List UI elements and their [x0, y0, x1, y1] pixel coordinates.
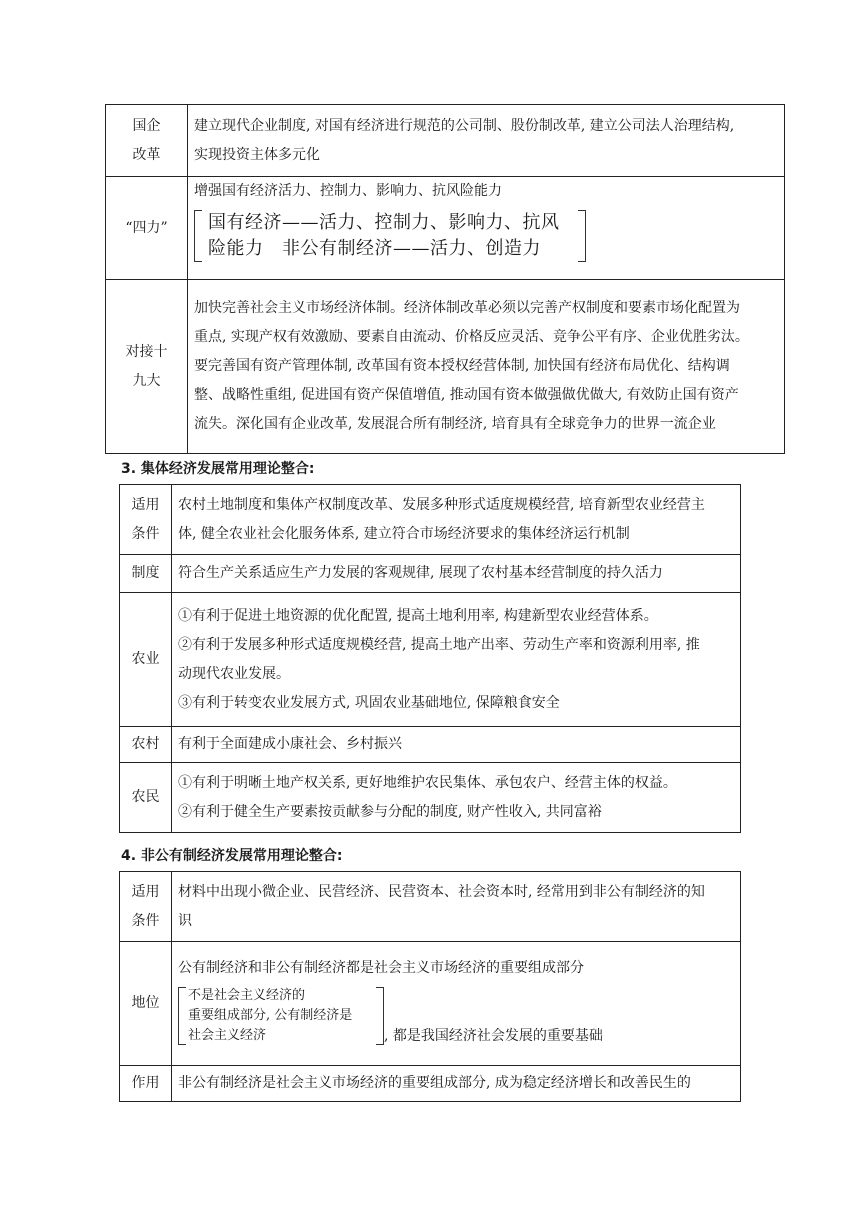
content-line: 整、战略性重组, 促进国有资产保值增值, 推动国有资本做强做优做大, 有效防止国有资产	[194, 387, 739, 403]
row-content	[172, 485, 741, 555]
content-line: 材料中出现小微企业、民营经济、民营资本、社会资本时, 经常用到非公有制经济的知	[178, 883, 705, 900]
right-bracket-icon	[578, 210, 586, 262]
row-label	[106, 280, 188, 454]
row-label	[106, 177, 188, 280]
row-content	[172, 555, 741, 593]
table-row	[120, 872, 741, 942]
row-content	[172, 763, 741, 833]
table-row	[120, 1066, 741, 1102]
label-line: 地位	[131, 995, 160, 1011]
content-line: 重点, 实现产权有效激励、要素自由流动、价格反应灵活、竞争公平有序、企业优胜劣汰。	[194, 329, 749, 345]
bracket-line: 国有经济——活力、控制力、影响力、抗风	[208, 212, 560, 233]
row-content	[188, 177, 785, 280]
content-line: 动现代农业发展。	[178, 665, 290, 682]
content-line: 公有制经济和非公有制经济都是社会主义市场经济的重要组成部分	[178, 960, 584, 976]
bracket-row	[178, 985, 734, 1047]
row-content	[188, 280, 785, 454]
right-bracket-icon	[376, 987, 384, 1045]
label-line: 改革	[132, 146, 161, 163]
content-line: 要完善国有资产管理体制, 改革国有资本授权经营体制, 加快国有经济布局优化、结构调	[194, 358, 730, 374]
content-line: 增强国有经济活力、控制力、影响力、抗风险能力	[194, 183, 502, 199]
label-line: 作用	[131, 1075, 160, 1091]
table-row	[120, 763, 741, 833]
label-line: “四力”	[125, 219, 168, 236]
handwritten-bracket-note	[194, 208, 586, 264]
section-title: 3. 集体经济发展常用理论整合:	[121, 461, 315, 477]
label-line: 适用	[131, 883, 160, 900]
label-line: 对接十	[125, 343, 168, 360]
table-row	[120, 727, 741, 763]
row-label	[120, 1066, 172, 1102]
handwritten-bracket-note	[178, 985, 384, 1047]
table-row	[106, 177, 785, 280]
table-soe-reform	[105, 104, 785, 454]
row-label	[120, 727, 172, 763]
label-line: 制度	[131, 565, 160, 581]
table-non-public-economy	[119, 871, 741, 1102]
content-line: 流失。深化国有企业改革, 发展混合所有制经济, 培育具有全球竞争力的世界一流企业	[194, 416, 716, 432]
content-line: 符合生产关系适应生产力发展的客观规律, 展现了农村基本经营制度的持久活力	[178, 565, 663, 581]
row-content	[172, 872, 741, 942]
row-label	[120, 593, 172, 727]
table-row	[106, 105, 785, 177]
content-line: 非公有制经济是社会主义市场经济的重要组成部分, 成为稳定经济增长和改善民生的	[178, 1075, 691, 1091]
label-line: 农业	[131, 651, 160, 667]
left-bracket-icon	[178, 987, 186, 1045]
content-line: ②有利于发展多种形式适度规模经营, 提高土地产出率、劳动生产率和资源利用率, 推	[178, 636, 700, 653]
bracket-line: 险能力 非公有制经济——活力、创造力	[208, 238, 541, 259]
table-row	[106, 280, 785, 454]
content-line: ②有利于健全生产要素按贡献参与分配的制度, 财产性收入, 共同富裕	[178, 803, 602, 820]
content-line: 有利于全面建成小康社会、乡村振兴	[178, 736, 402, 752]
label-line: 条件	[131, 525, 160, 542]
table-row	[120, 485, 741, 555]
content-line: ①有利于明晰土地产权关系, 更好地维护农民集体、承包农户、经营主体的权益。	[178, 774, 677, 791]
content-line: 实现投资主体多元化	[194, 146, 320, 163]
bracket-suffix-text: , 都是我国经济社会发展的重要基础	[384, 1028, 603, 1044]
bracket-line: 社会主义经济	[188, 1028, 267, 1043]
label-line: 条件	[131, 912, 160, 929]
label-line: 九大	[132, 372, 161, 389]
table-row	[120, 942, 741, 1066]
label-line: 农民	[131, 789, 160, 805]
row-label	[120, 942, 172, 1066]
row-label	[120, 763, 172, 833]
content-line: 识	[178, 912, 192, 929]
table-row	[120, 593, 741, 727]
content-line: 农村土地制度和集体产权制度改革、发展多种形式适度规模经营, 培育新型农业经营主	[178, 496, 705, 513]
row-label	[120, 555, 172, 593]
bracket-line: 不是社会主义经济的	[188, 988, 306, 1003]
content-line: ③有利于转变农业发展方式, 巩固农业基础地位, 保障粮食安全	[178, 694, 560, 711]
row-content	[172, 942, 741, 1066]
bracket-line: 重要组成部分, 公有制经济是	[188, 1008, 353, 1023]
table-row	[120, 555, 741, 593]
row-label	[120, 872, 172, 942]
label-line: 国企	[132, 117, 161, 134]
row-label	[120, 485, 172, 555]
label-line: 农村	[131, 736, 160, 752]
row-content	[172, 727, 741, 763]
left-bracket-icon	[194, 210, 202, 262]
section-title: 4. 非公有制经济发展常用理论整合:	[121, 848, 343, 864]
content-line: 体, 健全农业社会化服务体系, 建立符合市场经济要求的集体经济运行机制	[178, 525, 630, 542]
table-collective-economy	[119, 484, 741, 833]
content-line: 加快完善社会主义市场经济体制。经济体制改革必须以完善产权制度和要素市场化配置为	[194, 300, 740, 316]
row-label	[106, 105, 188, 177]
content-line: ①有利于促进土地资源的优化配置, 提高土地利用率, 构建新型农业经营体系。	[178, 607, 658, 624]
row-content	[188, 105, 785, 177]
row-content	[172, 1066, 741, 1102]
row-content	[172, 593, 741, 727]
label-line: 适用	[131, 496, 160, 513]
content-line: 建立现代企业制度, 对国有经济进行规范的公司制、股份制改革, 建立公司法人治理结构,	[194, 117, 735, 134]
